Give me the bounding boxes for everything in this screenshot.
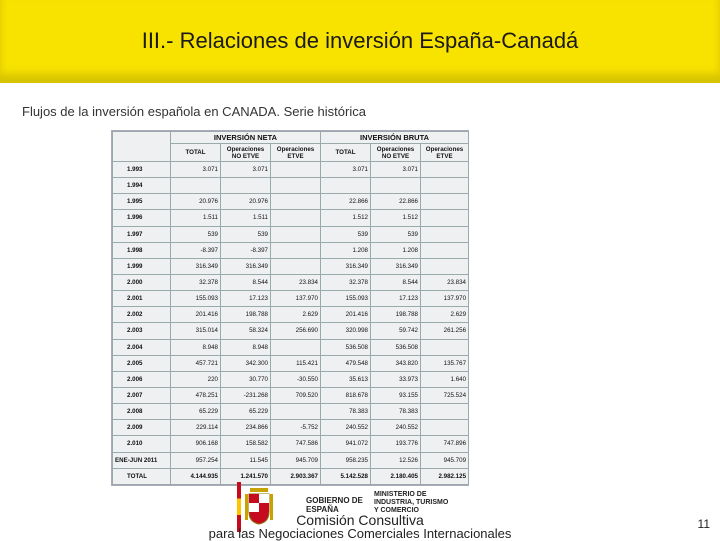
cell-n-etve (271, 404, 321, 420)
row-year: 1.995 (113, 194, 171, 210)
cell-b-total: 1.512 (321, 210, 371, 226)
cell-b-etve (421, 194, 469, 210)
row-year: 1.994 (113, 178, 171, 194)
cell-n-total: 32.378 (171, 274, 221, 290)
cell-b-total: 201.416 (321, 307, 371, 323)
row-year: 1.999 (113, 258, 171, 274)
row-year: 2.000 (113, 274, 171, 290)
table-row (113, 226, 469, 242)
cell-b-total: 818.678 (321, 387, 371, 403)
cell-b-noetve: 22.866 (371, 194, 421, 210)
row-year: 2.002 (113, 307, 171, 323)
cell-n-etve (271, 339, 321, 355)
cell-n-noetve: 539 (221, 226, 271, 242)
cell-n-etve: 747.586 (271, 436, 321, 452)
row-year: TOTAL (113, 468, 171, 484)
slide-title: III.- Relaciones de inversión España-Canadá (141, 28, 579, 53)
cell-n-total: 316.349 (171, 258, 221, 274)
cell-b-etve (421, 258, 469, 274)
table-row (113, 387, 469, 403)
cell-b-etve (421, 178, 469, 194)
cell-n-etve: 137.970 (271, 291, 321, 307)
table-body (113, 162, 469, 485)
cell-n-etve (271, 210, 321, 226)
cell-n-total: 957.254 (171, 452, 221, 468)
table-row (113, 355, 469, 371)
cell-b-total: 240.552 (321, 420, 371, 436)
cell-b-noetve: 59.742 (371, 323, 421, 339)
cell-b-noetve: 93.155 (371, 387, 421, 403)
cell-b-noetve: 539 (371, 226, 421, 242)
cell-n-total: 20.976 (171, 194, 221, 210)
cell-b-total: 320.998 (321, 323, 371, 339)
cell-n-etve: 2.903.367 (271, 468, 321, 484)
table-row (113, 178, 469, 194)
cell-b-etve: 2.982.125 (421, 468, 469, 484)
cell-n-etve: 115.421 (271, 355, 321, 371)
cell-b-total: 78.383 (321, 404, 371, 420)
table-row (113, 436, 469, 452)
header-neta-no-etve: Operaciones NO ETVE (221, 144, 271, 162)
cell-b-etve (421, 210, 469, 226)
cell-b-noetve: 12.526 (371, 452, 421, 468)
cell-n-etve (271, 194, 321, 210)
cell-b-etve (421, 339, 469, 355)
logo-text-gobierno: GOBIERNO DE ESPAÑA (306, 496, 363, 514)
table-row (113, 420, 469, 436)
logo-text-ministerio: MINISTERIO DE INDUSTRIA, TURISMO Y COMERCIO (374, 491, 449, 514)
cell-b-total: 536.508 (321, 339, 371, 355)
cell-n-total: 457.721 (171, 355, 221, 371)
cell-n-etve: 23.834 (271, 274, 321, 290)
cell-b-etve: 135.767 (421, 355, 469, 371)
cell-b-noetve: 3.071 (371, 162, 421, 178)
cell-n-noetve: -231.268 (221, 387, 271, 403)
table-row (113, 162, 469, 178)
header-inversion-neta: INVERSIÓN NETA (171, 132, 321, 144)
cell-b-noetve: 1.208 (371, 242, 421, 258)
cell-n-etve (271, 162, 321, 178)
cell-n-etve (271, 178, 321, 194)
cell-n-noetve: 1.511 (221, 210, 271, 226)
row-year: 2.007 (113, 387, 171, 403)
table-row (113, 452, 469, 468)
cell-b-etve: 1.640 (421, 371, 469, 387)
cell-b-total: 22.866 (321, 194, 371, 210)
table-subtitle: Flujos de la inversión española en CANADA. Serie histórica (22, 104, 366, 119)
cell-n-total: 220 (171, 371, 221, 387)
cell-b-noetve: 193.776 (371, 436, 421, 452)
table-row (113, 194, 469, 210)
cell-n-total: -8.397 (171, 242, 221, 258)
cell-b-noetve: 2.180.405 (371, 468, 421, 484)
cell-n-noetve: 8.544 (221, 274, 271, 290)
cell-b-total: 3.071 (321, 162, 371, 178)
cell-n-noetve: 316.349 (221, 258, 271, 274)
header-bruta-no-etve: Operaciones NO ETVE (371, 144, 421, 162)
cell-b-noetve: 78.383 (371, 404, 421, 420)
table-row (113, 339, 469, 355)
cell-n-noetve: 3.071 (221, 162, 271, 178)
cell-n-etve (271, 258, 321, 274)
header-neta-etve: Operaciones ETVE (271, 144, 321, 162)
cell-b-noetve: 316.349 (371, 258, 421, 274)
row-year: 2.009 (113, 420, 171, 436)
row-year: 2.005 (113, 355, 171, 371)
cell-n-etve (271, 242, 321, 258)
table-row (113, 210, 469, 226)
cell-n-total: 8.948 (171, 339, 221, 355)
cell-n-noetve: 20.976 (221, 194, 271, 210)
cell-n-total (171, 178, 221, 194)
cell-b-noetve: 17.123 (371, 291, 421, 307)
cell-n-noetve: 8.948 (221, 339, 271, 355)
row-year: 1.998 (113, 242, 171, 258)
header-neta-total: TOTAL (171, 144, 221, 162)
footer-line-2: para las Negociaciones Comerciales Internacionales (208, 526, 512, 541)
cell-b-noetve: 33.973 (371, 371, 421, 387)
cell-n-total: 539 (171, 226, 221, 242)
cell-n-noetve: 234.866 (221, 420, 271, 436)
row-year: ENE-JUN 2011 (113, 452, 171, 468)
cell-n-etve (271, 226, 321, 242)
cell-n-total: 4.144.935 (171, 468, 221, 484)
cell-n-etve: 2.629 (271, 307, 321, 323)
cell-b-total: 479.548 (321, 355, 371, 371)
investment-table-container (111, 130, 469, 486)
cell-b-etve: 23.834 (421, 274, 469, 290)
cell-n-total: 65.229 (171, 404, 221, 420)
cell-b-total: 35.613 (321, 371, 371, 387)
cell-n-total: 201.416 (171, 307, 221, 323)
cell-b-etve: 725.524 (421, 387, 469, 403)
cell-n-etve: 945.709 (271, 452, 321, 468)
cell-b-total: 32.378 (321, 274, 371, 290)
cell-b-etve: 137.970 (421, 291, 469, 307)
cell-n-noetve (221, 178, 271, 194)
cell-n-total: 155.093 (171, 291, 221, 307)
footer-line-1: Comisión Consultiva (296, 512, 424, 528)
cell-b-total (321, 178, 371, 194)
cell-b-noetve: 8.544 (371, 274, 421, 290)
cell-b-total: 539 (321, 226, 371, 242)
cell-n-noetve: 342.300 (221, 355, 271, 371)
cell-n-noetve: 17.123 (221, 291, 271, 307)
cell-b-total: 941.072 (321, 436, 371, 452)
corner-cell (113, 132, 171, 144)
cell-n-noetve: 11.545 (221, 452, 271, 468)
cell-n-etve: -30.550 (271, 371, 321, 387)
cell-n-total: 478.251 (171, 387, 221, 403)
cell-b-etve (421, 420, 469, 436)
cell-b-etve (421, 226, 469, 242)
cell-n-total: 3.071 (171, 162, 221, 178)
cell-b-etve: 261.256 (421, 323, 469, 339)
cell-b-noetve: 536.508 (371, 339, 421, 355)
row-year: 2.004 (113, 339, 171, 355)
cell-n-noetve: 1.241.570 (221, 468, 271, 484)
cell-b-noetve (371, 178, 421, 194)
title-bar (0, 0, 720, 83)
cell-b-etve: 2.629 (421, 307, 469, 323)
cell-n-etve: 709.520 (271, 387, 321, 403)
cell-b-total: 1.208 (321, 242, 371, 258)
header-inversion-bruta: INVERSIÓN BRUTA (321, 132, 469, 144)
cell-b-noetve: 1.512 (371, 210, 421, 226)
cell-n-noetve: 198.788 (221, 307, 271, 323)
row-year: 1.997 (113, 226, 171, 242)
cell-n-total: 229.114 (171, 420, 221, 436)
cell-b-total: 5.142.528 (321, 468, 371, 484)
cell-b-etve: 747.896 (421, 436, 469, 452)
cell-b-noetve: 240.552 (371, 420, 421, 436)
row-year: 2.010 (113, 436, 171, 452)
cell-b-etve (421, 162, 469, 178)
row-year: 2.008 (113, 404, 171, 420)
cell-b-noetve: 343.820 (371, 355, 421, 371)
investment-table (112, 131, 469, 485)
page-number: 11 (697, 517, 710, 531)
table-row (113, 274, 469, 290)
cell-n-etve: 256.690 (271, 323, 321, 339)
table-row (113, 323, 469, 339)
row-year: 1.996 (113, 210, 171, 226)
header-bruta-etve: Operaciones ETVE (421, 144, 469, 162)
cell-b-total: 958.235 (321, 452, 371, 468)
cell-n-noetve: 58.324 (221, 323, 271, 339)
cell-n-total: 906.168 (171, 436, 221, 452)
cell-n-noetve: -8.397 (221, 242, 271, 258)
cell-n-total: 315.014 (171, 323, 221, 339)
row-year: 1.993 (113, 162, 171, 178)
cell-b-etve: 945.709 (421, 452, 469, 468)
cell-b-noetve: 198.788 (371, 307, 421, 323)
table-row (113, 258, 469, 274)
row-year: 2.006 (113, 371, 171, 387)
cell-n-noetve: 158.582 (221, 436, 271, 452)
cell-b-etve (421, 242, 469, 258)
cell-b-etve (421, 404, 469, 420)
row-year: 2.001 (113, 291, 171, 307)
table-row (113, 291, 469, 307)
row-year: 2.003 (113, 323, 171, 339)
table-row (113, 307, 469, 323)
cell-b-total: 316.349 (321, 258, 371, 274)
table-row (113, 371, 469, 387)
cell-b-total: 155.093 (321, 291, 371, 307)
cell-n-noetve: 65.229 (221, 404, 271, 420)
header-bruta-total: TOTAL (321, 144, 371, 162)
corner-cell-2 (113, 144, 171, 162)
cell-n-noetve: 30.770 (221, 371, 271, 387)
cell-n-etve: -5.752 (271, 420, 321, 436)
table-row (113, 404, 469, 420)
cell-n-total: 1.511 (171, 210, 221, 226)
table-row (113, 242, 469, 258)
